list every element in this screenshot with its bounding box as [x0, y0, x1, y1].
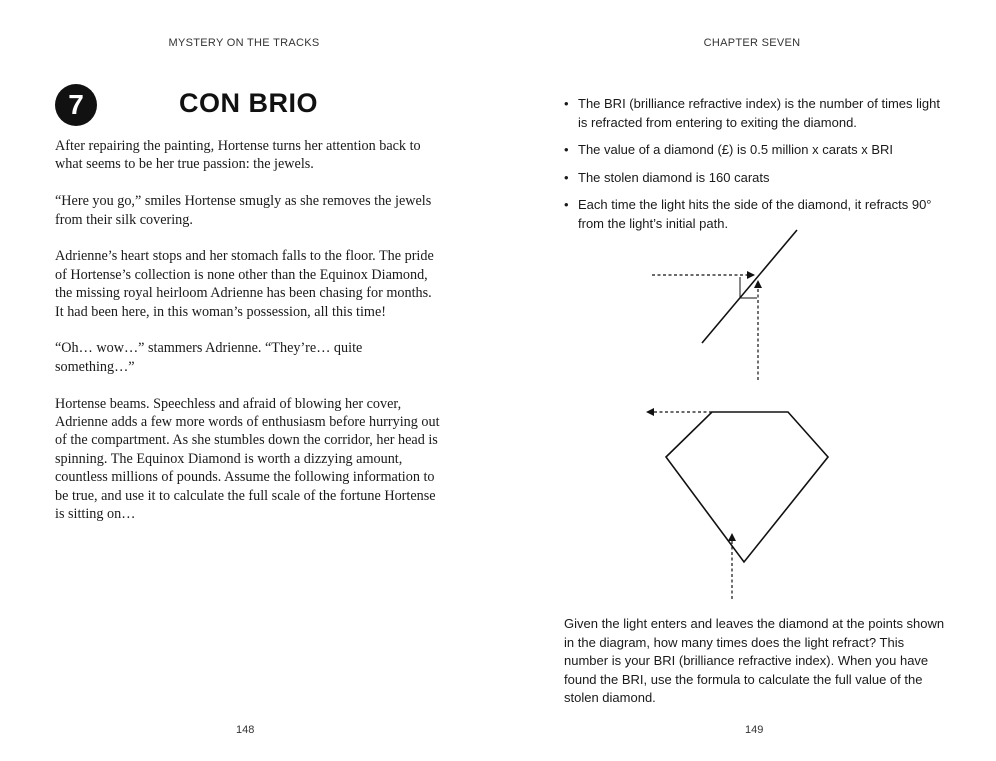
diamond-outline — [666, 412, 828, 562]
example-refraction-figure — [652, 230, 797, 380]
list-item-text: Each time the light hits the side of the diamond, it refracts 90° from the light’s initial path. — [578, 197, 932, 231]
running-head-left: MYSTERY ON THE TRACKS — [168, 37, 320, 49]
paragraph: Hortense beams. Speechless and afraid of blowing her cover, Adrienne adds a few more words of enthusiasm before hurrying out of the compartment. As she stumbles down the corridor, her head is spinning. The Equinox Diamond is worth a dizzying amount, countless millions of pounds. Assume the following information to be true, and use it to calculate the full scale of the fortune Hortense is sitting on… — [55, 395, 440, 523]
page-number-right: 149 — [745, 724, 764, 736]
bullet-icon: • — [564, 197, 569, 212]
diamond-figure — [647, 412, 828, 599]
right-page — [498, 0, 996, 761]
paragraph: “Here you go,” smiles Hortense smugly as she removes the jewels from their silk covering. — [55, 193, 432, 228]
list-item-text: The value of a diamond (£) is 0.5 million x carats x BRI — [578, 142, 894, 157]
paragraph: “Oh… wow…” stammers Adrienne. “They’re… quite something…” — [55, 340, 363, 375]
list-item-text: The BRI (brilliance refractive index) is the number of times light is refracted from entering to exiting the diamond. — [578, 96, 940, 130]
list-item-text: The stolen diamond is 160 carats — [578, 169, 770, 185]
mirror-line — [702, 230, 797, 343]
body-text — [55, 137, 440, 542]
page-number-left: 148 — [236, 724, 255, 736]
bullet-icon: • — [564, 142, 569, 157]
puzzle-question: Given the light enters and leaves the diamond at the points shown in the diagram, how many times does the light refract? This number is your BRI (brilliance refractive index). When you have found the BRI, use the formula to calculate the full value of the stolen diamond. — [564, 616, 945, 705]
running-head-right: CHAPTER SEVEN — [703, 37, 801, 49]
chapter-title: CON BRIO — [179, 88, 318, 118]
paragraph: After repairing the painting, Hortense turns her attention back to what seems to be her true passion: the jewels. — [55, 138, 421, 173]
bullet-icon: • — [564, 96, 569, 111]
paragraph: Adrienne’s heart stops and her stomach falls to the floor. The pride of Hortense’s collection is none other than the Equinox Diamond, the missing royal heirloom Adrienne has been chasing for months. It had been here, in this woman’s possession, all this time! — [55, 248, 434, 320]
bullet-icon: • — [564, 169, 569, 185]
chapter-number-badge: 7 — [55, 84, 97, 126]
